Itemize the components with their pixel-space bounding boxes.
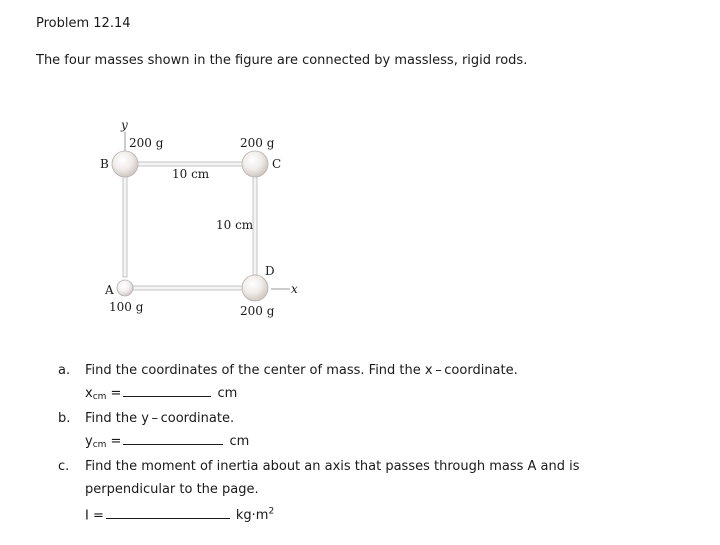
mass-C-value: 200 g: [240, 136, 275, 150]
mass-A-value: 100 g: [109, 300, 144, 314]
question-a-text: Find the coordinates of the center of mass. Find the x – coordinate.: [85, 363, 518, 378]
rod-top: [137, 162, 243, 166]
mass-A-ball: [117, 280, 133, 296]
dimension-vertical: 10 cm: [216, 218, 254, 232]
question-b: [58, 408, 580, 431]
mass-D-ball: [242, 275, 268, 301]
rod-right: [253, 175, 257, 275]
answer-c-label: I =: [85, 508, 104, 524]
x-axis-label: x: [291, 282, 298, 296]
question-c-line2: [58, 479, 580, 502]
mass-A-label: A: [105, 283, 114, 297]
answer-a-label: $x_{cm}$ =: [85, 385, 122, 402]
mass-D-label: D: [265, 264, 275, 278]
dimension-horizontal: 10 cm: [172, 167, 210, 181]
question-a-letter: a.: [58, 363, 71, 378]
mass-diagram: [85, 112, 325, 327]
question-a: [58, 360, 580, 383]
mass-diagram-svg: [85, 112, 325, 327]
answer-b-label: $y_{cm}$ =: [85, 433, 122, 450]
y-axis-label: y: [121, 118, 128, 132]
question-c: [58, 456, 580, 479]
answer-b-input[interactable]: [123, 432, 223, 445]
rod-left: [123, 175, 127, 277]
question-b-letter: b.: [58, 411, 71, 426]
answer-a-unit: cm: [217, 385, 238, 401]
answer-b-unit: cm: [229, 433, 250, 449]
problem-intro: The four masses shown in the figure are connected by massless, rigid rods.: [36, 53, 528, 68]
answer-c-unit: $kg\cdot m^2$: [235, 507, 275, 524]
mass-D-value: 200 g: [240, 304, 275, 318]
rod-bottom: [133, 286, 243, 290]
mass-C-ball: [242, 151, 268, 177]
mass-C-label: C: [272, 157, 282, 171]
question-b-text: Find the y – coordinate.: [85, 411, 235, 426]
question-c-text-line1: Find the moment of inertia about an axis that passes through mass A and is: [85, 459, 580, 474]
answer-c-row: [58, 501, 580, 528]
answer-a-row: [58, 383, 580, 409]
mass-B-value: 200 g: [129, 136, 164, 150]
question-c-text-line2: perpendicular to the page.: [85, 481, 259, 497]
question-list: [58, 360, 580, 528]
mass-B-label: B: [100, 157, 109, 171]
mass-B-ball: [112, 151, 138, 177]
problem-title: Problem 12.14: [36, 16, 131, 31]
answer-c-input[interactable]: [106, 506, 230, 519]
answer-b-row: [58, 431, 580, 457]
question-c-letter: c.: [58, 459, 70, 474]
answer-a-input[interactable]: [123, 384, 211, 397]
